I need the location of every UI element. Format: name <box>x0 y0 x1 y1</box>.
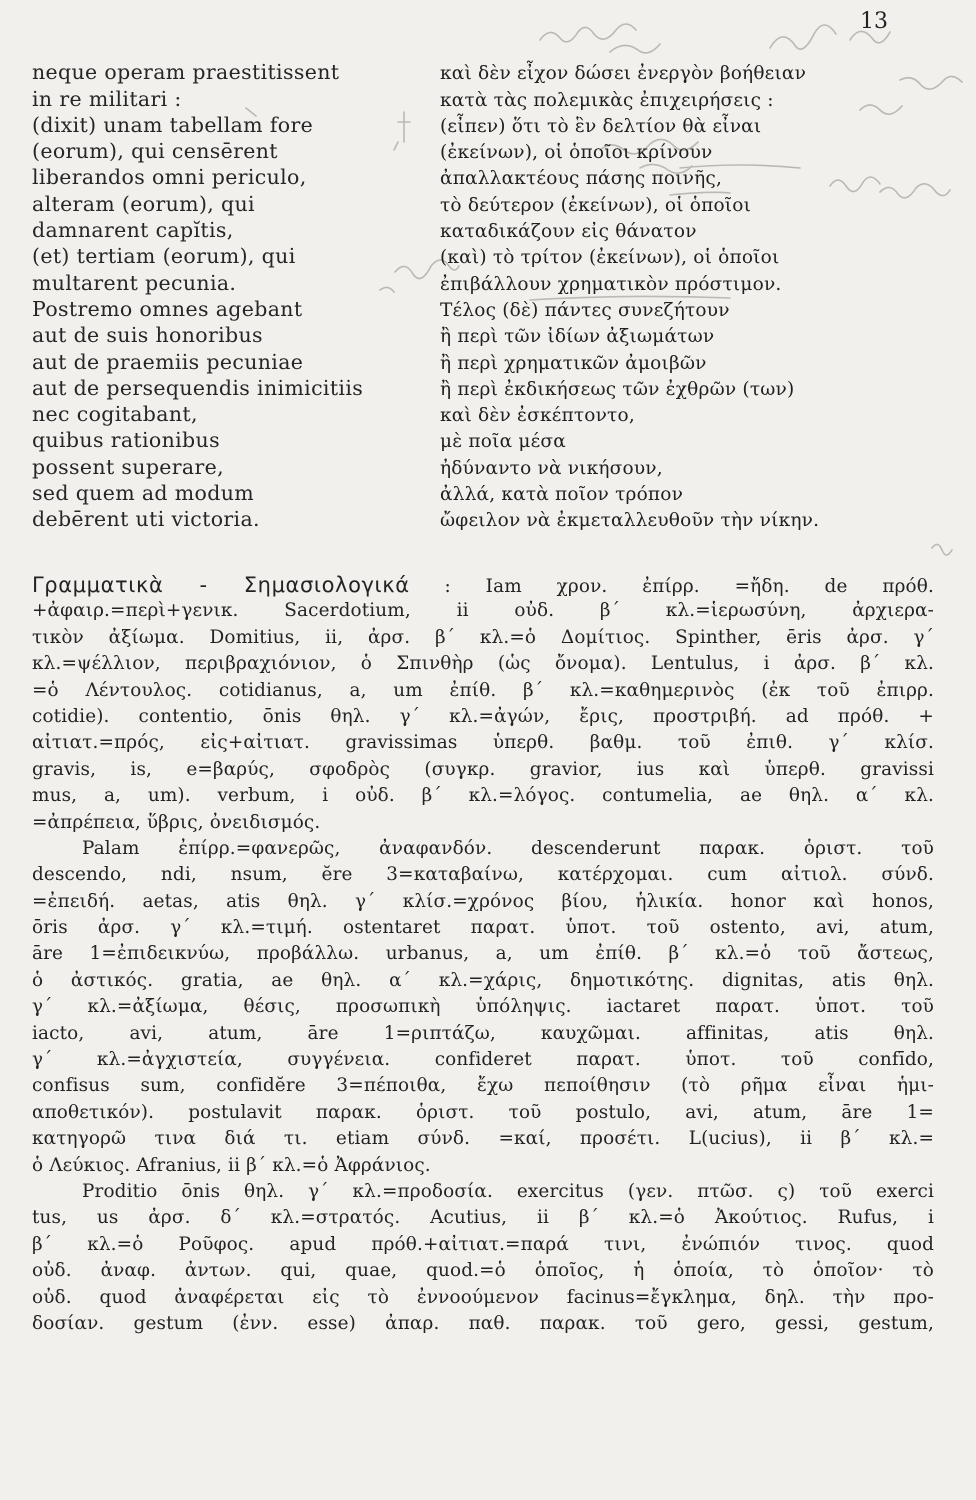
latin-line: neque operam praestitissent <box>32 60 340 85</box>
latin-line: aut de praemiis pecuniae <box>32 349 304 374</box>
latin-line: damnarent capĭtis, <box>32 218 234 243</box>
glossary-line: γ΄ κλ.=ἀγχιστεία, συγγένεια. confideret παρατ. ὑποτ. τοῦ confīdo, <box>32 1049 934 1071</box>
glossary-line: αποθετικόν). postulavit παρακ. ὁριστ. τοῦ postulo, avi, atum, āre 1= <box>32 1101 934 1123</box>
greek-line: ἠδύναντο νὰ νικήσουν, <box>440 457 663 479</box>
latin-line: alteram (eorum), qui <box>32 191 255 216</box>
greek-line: ἢ περὶ τῶν ἰδίων ἀξιωμάτων <box>440 326 715 348</box>
latin-line: aut de suis honoribus <box>32 323 263 348</box>
interlinear-row <box>32 111 942 137</box>
glossary-line: tus, us ἀρσ. δ΄ κλ.=στρατός. Acutius, ii β΄ κλ.=ὁ Ἀκούτιος. Rufus, i <box>32 1207 934 1229</box>
latin-line: in re militari : <box>32 86 182 111</box>
glossary-line: descendo, ndi, nsum, ĕre 3=καταβαίνω, κατέρχομαι. cum αἰτιολ. σύνδ. <box>32 864 934 886</box>
interlinear-row <box>32 189 942 215</box>
greek-line: τὸ δεύτερον (ἐκείνων), οἱ ὁποῖοι <box>440 194 752 216</box>
interlinear-row <box>32 374 942 400</box>
greek-line: ἀπαλλακτέους πάσης ποινῆς, <box>440 168 723 190</box>
grammar-glossary <box>32 572 934 1337</box>
glossary-line: +ἀφαιρ.=περὶ+γενικ. Sacerdotium, ii οὐδ. β΄ κλ.=ἱερωσύνη, ἀρχιερα- <box>32 600 934 622</box>
glossary-heading-line <box>32 572 934 598</box>
glossary-line: iacto, avi, atum, āre 1=ριπτάζω, καυχῶμαι. affinitas, atis θηλ. <box>32 1022 934 1044</box>
glossary-line: δοσίαν. gestum (ἐνν. esse) ἀπαρ. παθ. παρακ. τοῦ gero, gessi, gestum, <box>32 1312 934 1334</box>
interlinear-row <box>32 505 942 531</box>
interlinear-translation <box>32 58 942 531</box>
glossary-heading-rest: : Iam χρον. ἐπίρρ. =ἤδη. de πρόθ. <box>444 576 934 597</box>
latin-line: nec cogitabant, <box>32 402 198 427</box>
glossary-line: ὁ ἀστικός. gratia, ae θηλ. α΄ κλ.=χάρις, δημοτικότης. dignitas, atis θηλ. <box>32 969 934 991</box>
interlinear-row <box>32 400 942 426</box>
greek-line: Τέλος (δὲ) πάντες συνεζήτουν <box>440 299 730 321</box>
latin-line: liberandos omni periculo, <box>32 165 307 190</box>
interlinear-row <box>32 452 942 478</box>
glossary-heading: Γραμματικὰ - Σημασιολογικά <box>32 573 410 597</box>
glossary-line: cotidie). contentio, ōnis θηλ. γ΄ κλ.=ἀγών, ἔρις, προστριβή. ad πρόθ. + <box>32 705 934 727</box>
glossary-line: gravis, is, e=βαρύς, σφοδρὸς (συγκρ. gravior, ius καὶ ὑπερθ. gravissi <box>32 758 934 780</box>
glossary-line: =ἀπρέπεια, ὕβρις, ὀνειδισμός. <box>32 811 321 833</box>
latin-line: aut de persequendis inimicitiis <box>32 375 364 400</box>
glossary-line: κατηγορῶ τινα διά τι. etiam σύνδ. =καί, προσέτι. L(ucius), ii β΄ κλ.= <box>32 1128 934 1150</box>
interlinear-row <box>32 321 942 347</box>
greek-line: μὲ ποῖα μέσα <box>440 431 566 453</box>
latin-line: quibus rationibus <box>32 428 220 453</box>
glossary-line: confisus sum, confidĕre 3=πέποιθα, ἔχω πεποίθησιν (τὸ ρῆμα εἶναι ἡμι- <box>32 1075 934 1097</box>
glossary-line: Palam ἐπίρρ.=φανερῶς, ἀναφανδόν. descenderunt παρακ. ὁριστ. τοῦ <box>82 837 934 859</box>
interlinear-row <box>32 163 942 189</box>
greek-line: ἐπιβάλλουν χρηματικὸν πρόστιμον. <box>440 273 782 295</box>
glossary-line: āre 1=ἐπιδεικνύω, προβάλλω. urbanus, a, um ἐπίθ. β΄ κλ.=ὁ τοῦ ἄστεως, <box>32 943 934 965</box>
glossary-line: γ΄ κλ.=ἀξίωμα, θέσις, προσωπικὴ ὑπόληψις. iactaret παρατ. ὑποτ. τοῦ <box>32 996 934 1018</box>
interlinear-row <box>32 479 942 505</box>
greek-line: καὶ δὲν ἐσκέπτοντο, <box>440 405 635 427</box>
interlinear-row <box>32 58 942 84</box>
latin-line: (dixit) unam tabellam fore <box>32 112 314 137</box>
latin-line: (et) tertiam (eorum), qui <box>32 244 296 269</box>
glossary-line: κλ.=ψέλλιον, περιβραχιόνιον, ὁ Σπινθὴρ (ὡς ὄνομα). Lentulus, i ἀρσ. β΄ κλ. <box>32 653 934 675</box>
latin-line: sed quem ad modum <box>32 481 255 506</box>
glossary-line: τικὸν ἀξίωμα. Domitius, ii, ἀρσ. β΄ κλ.=ὁ Δομίτιος. Spinther, ēris ἀρσ. γ΄ <box>32 626 934 648</box>
greek-line: κατὰ τὰς πολεμικὰς ἐπιχειρήσεις : <box>440 89 774 111</box>
interlinear-row <box>32 347 942 373</box>
glossary-line: mus, a, um). verbum, i οὐδ. β΄ κλ.=λόγος. contumelia, ae θηλ. α΄ κλ. <box>32 785 934 807</box>
greek-line: (εἶπεν) ὅτι τὸ ἓν δελτίον θὰ εἶναι <box>440 115 762 137</box>
greek-line: καὶ δὲν εἶχον δώσει ἐνεργὸν βοήθειαν <box>440 63 807 85</box>
glossary-line: β΄ κλ.=ὁ Ροῦφος. apud πρόθ.+αἰτιατ.=παρά τινι, ἐνώπιόν τινος. quod <box>32 1233 934 1255</box>
latin-line: debērent uti victoria. <box>32 507 260 532</box>
greek-line: (ἐκείνων), οἱ ὁποῖοι κρίνουν <box>440 142 713 164</box>
glossary-line: =ἐπειδή. aetas, atis θηλ. γ΄ κλίσ.=χρόνος βίου, ἡλικία. honor καὶ honos, <box>32 890 934 912</box>
interlinear-row <box>32 137 942 163</box>
glossary-line: οὐδ. quod ἀναφέρεται εἰς τὸ ἐννοούμενον facinus=ἔγκλημα, δηλ. τὴν προ- <box>32 1286 934 1308</box>
greek-line: ἢ περὶ χρηματικῶν ἀμοιβῶν <box>440 352 707 374</box>
greek-line: (καὶ) τὸ τρίτον (ἐκείνων), οἱ ὁποῖοι <box>440 247 780 269</box>
latin-line: multarent pecunia. <box>32 270 237 295</box>
greek-line: ἢ περὶ ἐκδικήσεως τῶν ἐχθρῶν (των) <box>440 378 795 400</box>
latin-line: possent superare, <box>32 454 224 479</box>
glossary-line: ὁ Λεύκιος. Afranius, ii β΄ κλ.=ὁ Ἀφράνιος. <box>32 1154 431 1176</box>
greek-line: καταδικάζουν εἰς θάνατον <box>440 221 697 243</box>
greek-line: ὤφειλον νὰ ἐκμεταλλευθοῦν τὴν νίκην. <box>440 510 820 532</box>
glossary-line: Proditio ōnis θηλ. γ΄ κλ.=προδοσία. exercitus (γεν. πτῶσ. ς) τοῦ exerci <box>82 1180 934 1202</box>
interlinear-row <box>32 216 942 242</box>
interlinear-row <box>32 242 942 268</box>
latin-line: Postremo omnes agebant <box>32 296 303 321</box>
interlinear-row <box>32 84 942 110</box>
interlinear-row <box>32 426 942 452</box>
glossary-line: ōris ἀρσ. γ΄ κλ.=τιμή. ostentaret παρατ. ὑποτ. τοῦ ostento, avi, atum, <box>32 917 934 939</box>
latin-line: (eorum), qui censērent <box>32 139 278 164</box>
glossary-line: =ὁ Λέντουλος. cotidianus, a, um ἐπίθ. β΄ κλ.=καθημερινὸς (ἐκ τοῦ ἐπιρρ. <box>32 679 934 701</box>
interlinear-row <box>32 268 942 294</box>
greek-line: ἀλλά, κατὰ ποῖον τρόπον <box>440 484 684 506</box>
glossary-line: οὐδ. ἀναφ. ἀντων. qui, quae, quod.=ὁ ὁποῖος, ἡ ὁποία, τὸ ὁποῖον· τὸ <box>32 1260 934 1282</box>
glossary-line: αἰτιατ.=πρός, εἰς+αἰτιατ. gravissimas ὑπερθ. βαθμ. τοῦ ἐπιθ. γ΄ κλίσ. <box>32 732 934 754</box>
interlinear-row <box>32 295 942 321</box>
page-number: 13 <box>860 9 888 34</box>
